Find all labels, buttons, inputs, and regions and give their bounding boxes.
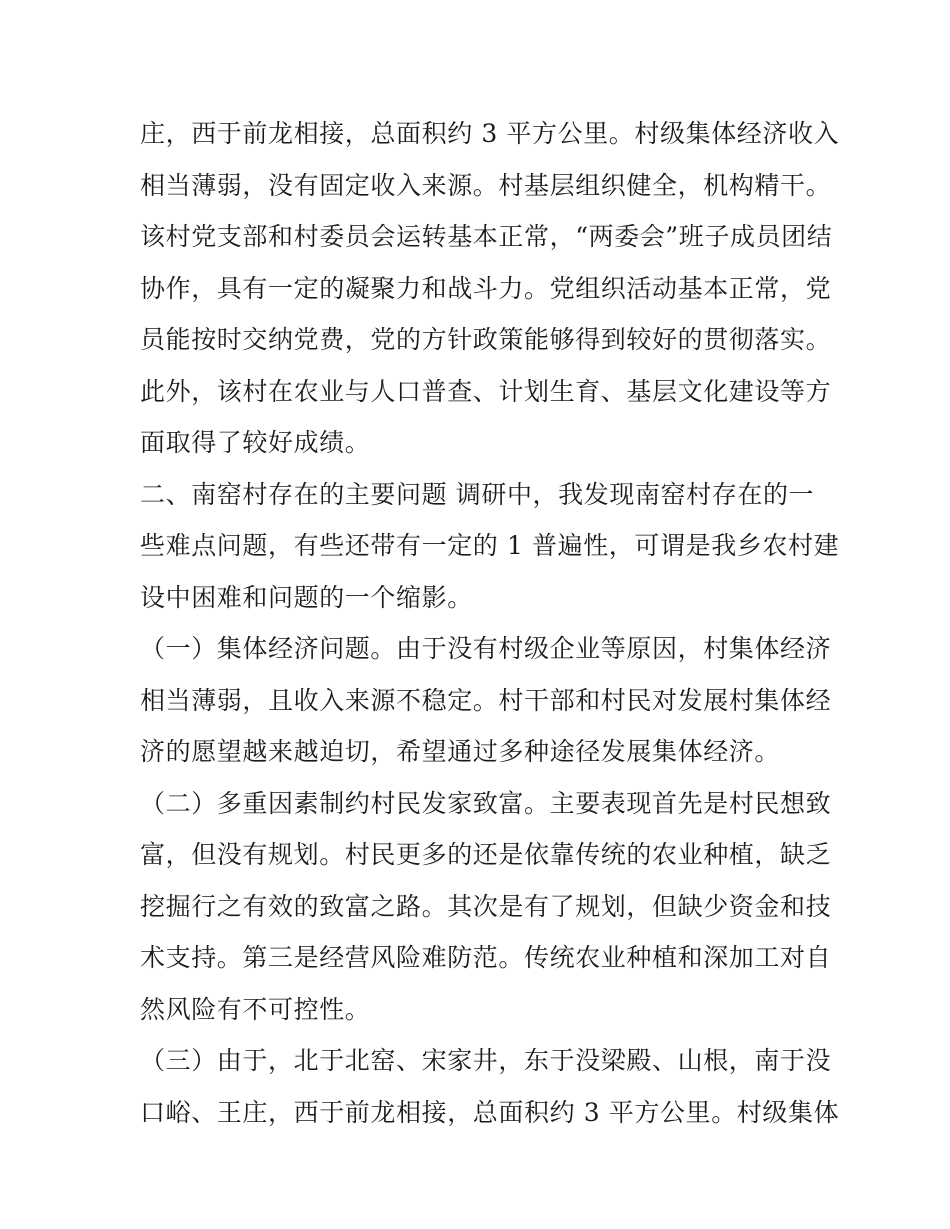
text-line: 口峪、王庄，西于前龙相接，总面积约 3 平方公里。村级集体	[140, 1097, 840, 1127]
text-line: 富，但没有规划。村民更多的还是依靠传统的农业种植，缺乏	[140, 840, 832, 869]
text-line: 该村党支部和村委员会运转基本正常，“两委会”班子成员团结	[140, 222, 833, 251]
subsection-line: （二）多重因素制约村民发家致富。主要表现首先是村民想致	[140, 788, 832, 818]
text-line: 此外，该村在农业与人口普查、计划生育、基层文化建设等方	[140, 376, 832, 406]
text-line: 术支持。第三是经营风险难防范。传统农业种植和深加工对自	[140, 943, 832, 972]
text-line: 员能按时交纳党费，党的方针政策能够得到较好的贯彻落实。	[140, 325, 832, 354]
text-line: 面取得了较好成绩。	[140, 428, 371, 457]
text-line: 相当薄弱，且收入来源不稳定。村干部和村民对发展村集体经	[140, 685, 832, 715]
subsection-line: （三）由于，北于北窑、宋家井，东于没梁殿、山根，南于没	[140, 1046, 832, 1075]
text-line: 设中困难和问题的一个缩影。	[140, 582, 473, 612]
subsection-line: （一）集体经济问题。由于没有村级企业等原因，村集体经济	[140, 634, 832, 663]
text-line: 些难点问题，有些还带有一定的 1 普遍性，可谓是我乡农村建	[140, 531, 840, 560]
text-line: 挖掘行之有效的致富之路。其次是有了规划，但缺少资金和技	[140, 891, 832, 921]
text-line: 然风险有不可控性。	[140, 994, 371, 1024]
text-line: 济的愿望越来越迫切，希望通过多种途径发展集体经济。	[140, 737, 781, 766]
text-line: 协作，具有一定的凝聚力和战斗力。党组织活动基本正常，党	[140, 273, 832, 303]
body-text	[140, 108, 840, 1138]
text-line: 庄，西于前龙相接，总面积约 3 平方公里。村级集体经济收入	[140, 119, 840, 148]
section-heading-line: 二、南窑村存在的主要问题 调研中，我发现南窑村存在的一	[140, 479, 815, 509]
text-line: 相当薄弱，没有固定收入来源。村基层组织健全，机构精干。	[140, 170, 832, 200]
